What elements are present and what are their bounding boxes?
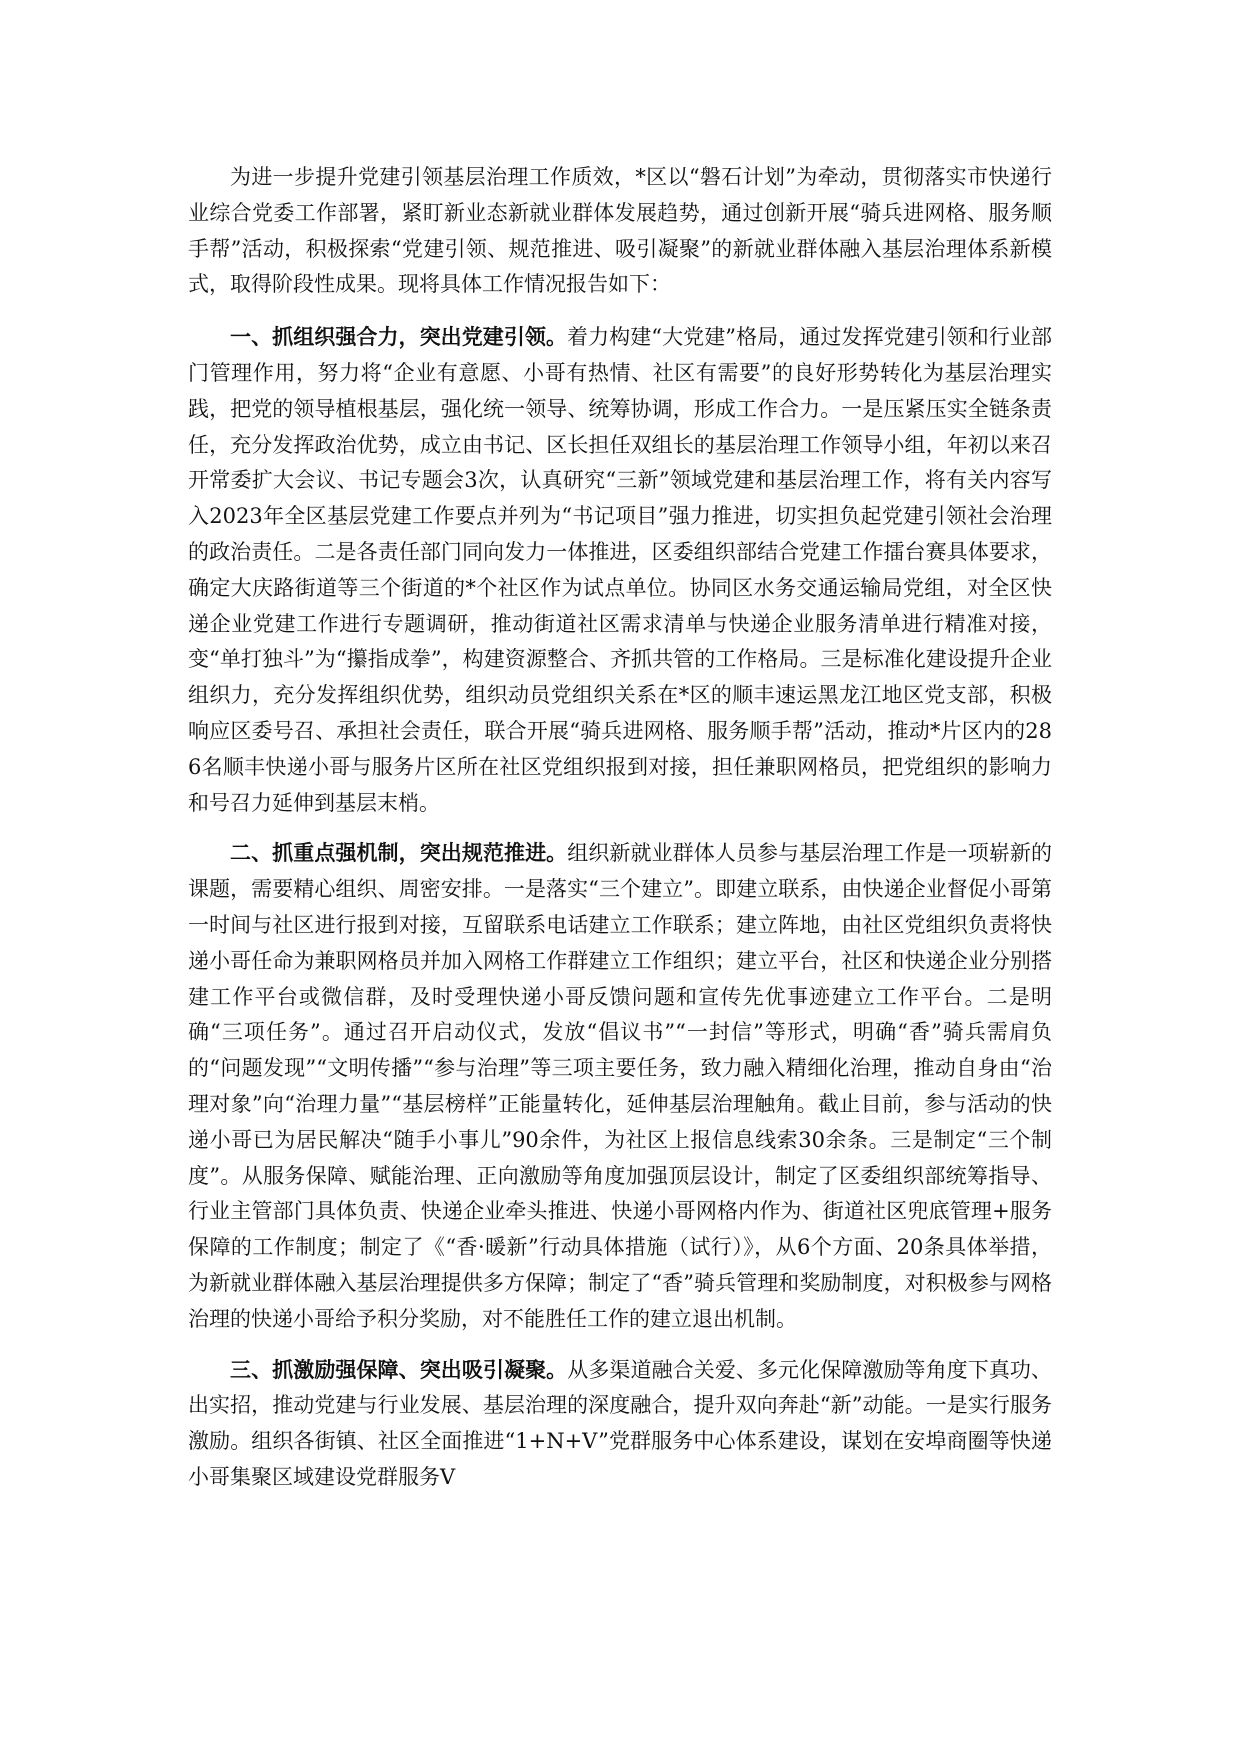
- intro-paragraph: [188, 160, 1052, 303]
- section-one-paragraph: [188, 319, 1052, 821]
- section-two-text: 组织新就业群体人员参与基层治理工作是一项崭新的课题，需要精心组织、周密安排。一是落实“三个建立”。即建立联系，由快递企业督促小哥第一时间与社区进行报到对接，互留联系电话建立工作联系；建立阵地，由社区党组织负责将快递小哥任命为兼职网格员并加入网格工作群建立工作组织；建立平台，社区和快递企业分别搭建工作平台或微信群，及时受理快递小哥反馈问题和宣传先优事迹建立工作平台。二是明确“三项任务”。通过召开启动仪式，发放“倡议书”“一封信”等形式，明确“香”骑兵需肩负的“问题发现”“文明传播”“参与治理”等三项主要任务，致力融入精细化治理，推动自身由“治理对象”向“治理力量”“基层榜样”正能量转化，延伸基层治理触角。截止目前，参与活动的快递小哥已为居民解决“随手小事儿”90余件，为社区上报信息线索30余条。三是制定“三个制度”。从服务保障、赋能治理、正向激励等角度加强顶层设计，制定了区委组织部统筹指导、行业主管部门具体负责、快递企业牵头推进、快递小哥网格内作为、街道社区兜底管理+服务保障的工作制度；制定了《“香·暖新”行动具体措施（试行）》，从6个方面、20条具体举措，为新就业群体融入基层治理提供多方保障；制定了“香”骑兵管理和奖励制度，对积极参与网格治理的快递小哥给予积分奖励，对不能胜任工作的建立退出机制。: [188, 841, 1053, 1331]
- section-two-paragraph: [188, 835, 1052, 1337]
- document-page: [188, 160, 1052, 1510]
- section-three-paragraph: [188, 1352, 1052, 1496]
- section-two-heading: 二、抓重点强机制，突出规范推进。: [230, 840, 568, 866]
- section-one-text: 着力构建“大党建”格局，通过发挥党建引领和行业部门管理作用，努力将“企业有意愿、小哥有热情、社区有需要”的良好形势转化为基层治理实践，把党的领导植根基层，强化统一领导、统筹协调，形成工作合力。一是压紧压实全链条责任，充分发挥政治优势，成立由书记、区长担任双组长的基层治理工作领导小组，年初以来召开常委扩大会议、书记专题会3次，认真研究“三新”领域党建和基层治理工作，将有关内容写入2023年全区基层党建工作要点并列为“书记项目”强力推进，切实担负起党建引领社会治理的政治责任。二是各责任部门同向发力一体推进，区委组织部结合党建工作擂台赛具体要求，确定大庆路街道等三个街道的*个社区作为试点单位。协同区水务交通运输局党组，对全区快递企业党建工作进行专题调研，推动街道社区需求清单与快递企业服务清单进行精准对接，变“单打独斗”为“攥指成拳”，构建资源整合、齐抓共管的工作格局。三是标准化建设提升企业组织力，充分发挥组织优势，组织动员党组织关系在*区的顺丰速运黑龙江地区党支部，积极响应区委号召、承担社会责任，联合开展“骑兵进网格、服务顺手帮”活动，推动*片区内的286名顺丰快递小哥与服务片区所在社区党组织报到对接，担任兼职网格员，把党组织的影响力和号召力延伸到基层末梢。: [188, 325, 1052, 815]
- section-three-text: 从多渠道融合关爱、多元化保障激励等角度下真功、出实招，推动党建与行业发展、基层治理的深度融合，提升双向奔赴“新”动能。一是实行服务激励。组织各街镇、社区全面推进“1+N+V”党群服务中心体系建设，谋划在安埠商圈等快递小哥集聚区域建设党群服务V: [188, 1357, 1053, 1489]
- section-three-heading: 三、抓激励强保障、突出吸引凝聚。: [230, 1356, 568, 1382]
- intro-text: 为进一步提升党建引领基层治理工作质效，*区以“磐石计划”为牵动，贯彻落实市快递行业综合党委工作部署，紧盯新业态新就业群体发展趋势，通过创新开展“骑兵进网格、服务顺手帮”活动，积极探索“党建引领、规范推进、吸引凝聚”的新就业群体融入基层治理体系新模式，取得阶段性成果。现将具体工作情况报告如下：: [188, 165, 1052, 297]
- section-one-heading: 一、抓组织强合力，突出党建引领。: [230, 324, 568, 350]
